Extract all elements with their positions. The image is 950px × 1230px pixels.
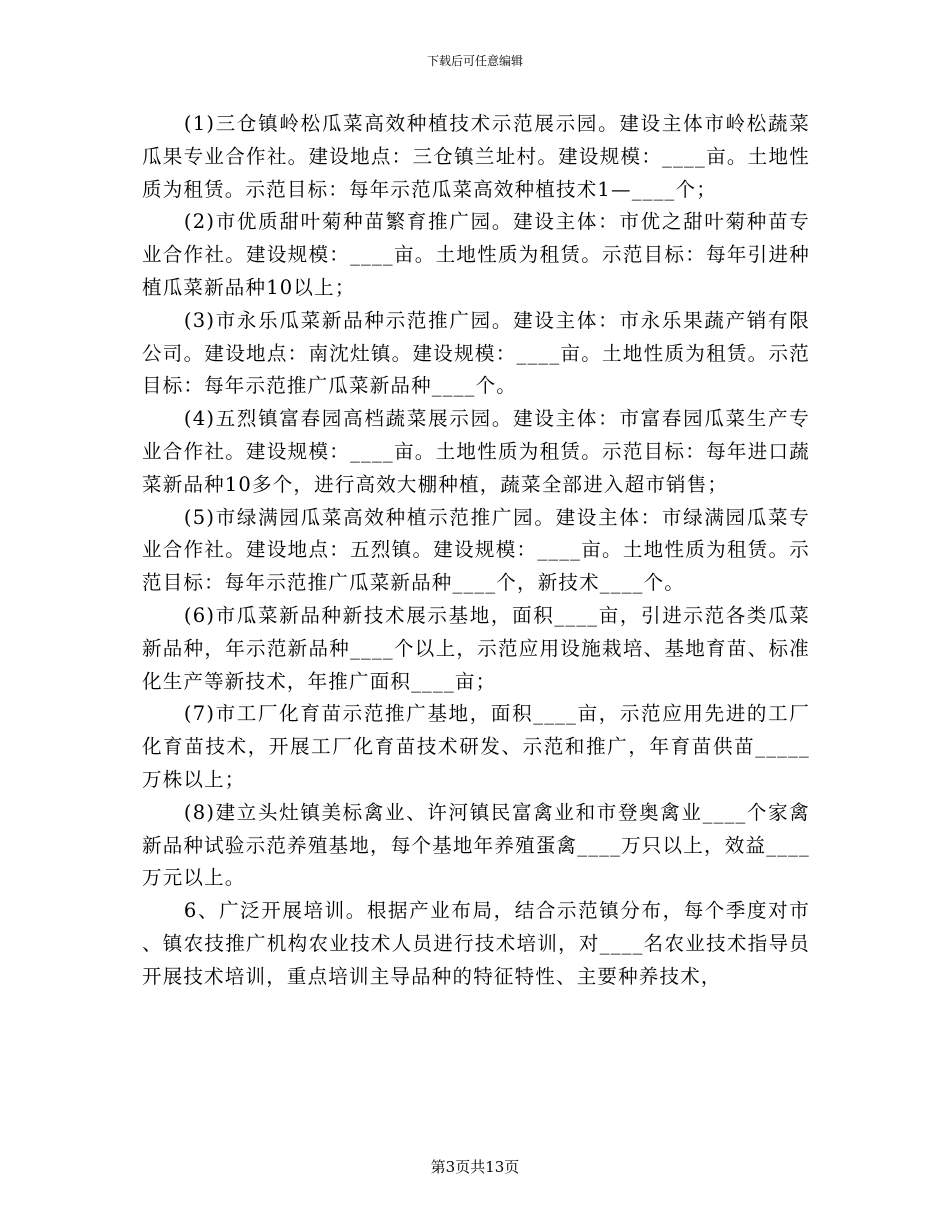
paragraph-7: (7)市工厂化育苗示范推广基地，面积____亩，示范应用先进的工厂化育苗技术，开展工厂化育苗技术研发、示范和推广，年育苗供苗_____万株以上；	[142, 702, 810, 791]
paragraph-5: (5)市绿满园瓜菜高效种植示范推广园。建设主体：市绿满园瓜菜专业合作社。建设地点：五烈镇。建设规模：____亩。土地性质为租赁。示范目标：每年示范推广瓜菜新品种____个，新技术____个。	[142, 505, 810, 595]
paragraph-8: (8)建立头灶镇美标禽业、许河镇民富禽业和市登奥禽业____个家禽新品种试验示范养殖基地，每个基地年养殖蛋禽____万只以上，效益____万元以上。	[142, 800, 810, 890]
page-header-note: 下载后可任意编辑	[426, 54, 523, 68]
paragraph-4: (4)五烈镇富春园高档蔬菜展示园。建设主体：市富春园瓜菜生产专业合作社。建设规模：____亩。土地性质为租赁。示范目标：每年进口蔬菜新品种10多个，进行高效大棚种植，蔬菜全部进入超市销售；	[142, 407, 810, 496]
paragraph-1: (1)三仓镇岭松瓜菜高效种植技术示范展示园。建设主体市岭松蔬菜瓜果专业合作社。建设地点：三仓镇兰址村。建设规模：____亩。土地性质为租赁。示范目标：每年示范瓜菜高效种植技术1—____个；	[142, 112, 810, 201]
document-body	[142, 108, 810, 994]
page-number: 第3页共13页	[430, 1158, 520, 1176]
paragraph-6: (6)市瓜菜新品种新技术展示基地，面积____亩，引进示范各类瓜菜新品种，年示范新品种____个以上，示范应用设施栽培、基地育苗、标准化生产等新技术，年推广面积____亩；	[142, 603, 810, 693]
paragraph-training: 6、广泛开展培训。根据产业布局，结合示范镇分布，每个季度对市、镇农技推广机构农业技术人员进行技术培训，对____名农业技术指导员开展技术培训，重点培训主导品种的特征特性、主要种养技术，	[142, 899, 810, 988]
paragraph-2: (2)市优质甜叶菊种苗繁育推广园。建设主体：市优之甜叶菊种苗专业合作社。建设规模：____亩。土地性质为租赁。示范目标：每年引进种植瓜菜新品种10以上；	[142, 210, 810, 299]
paragraph-3: (3)市永乐瓜菜新品种示范推广园。建设主体：市永乐果蔬产销有限公司。建设地点：南沈灶镇。建设规模：____亩。土地性质为租赁。示范目标：每年示范推广瓜菜新品种____个。	[142, 308, 810, 398]
